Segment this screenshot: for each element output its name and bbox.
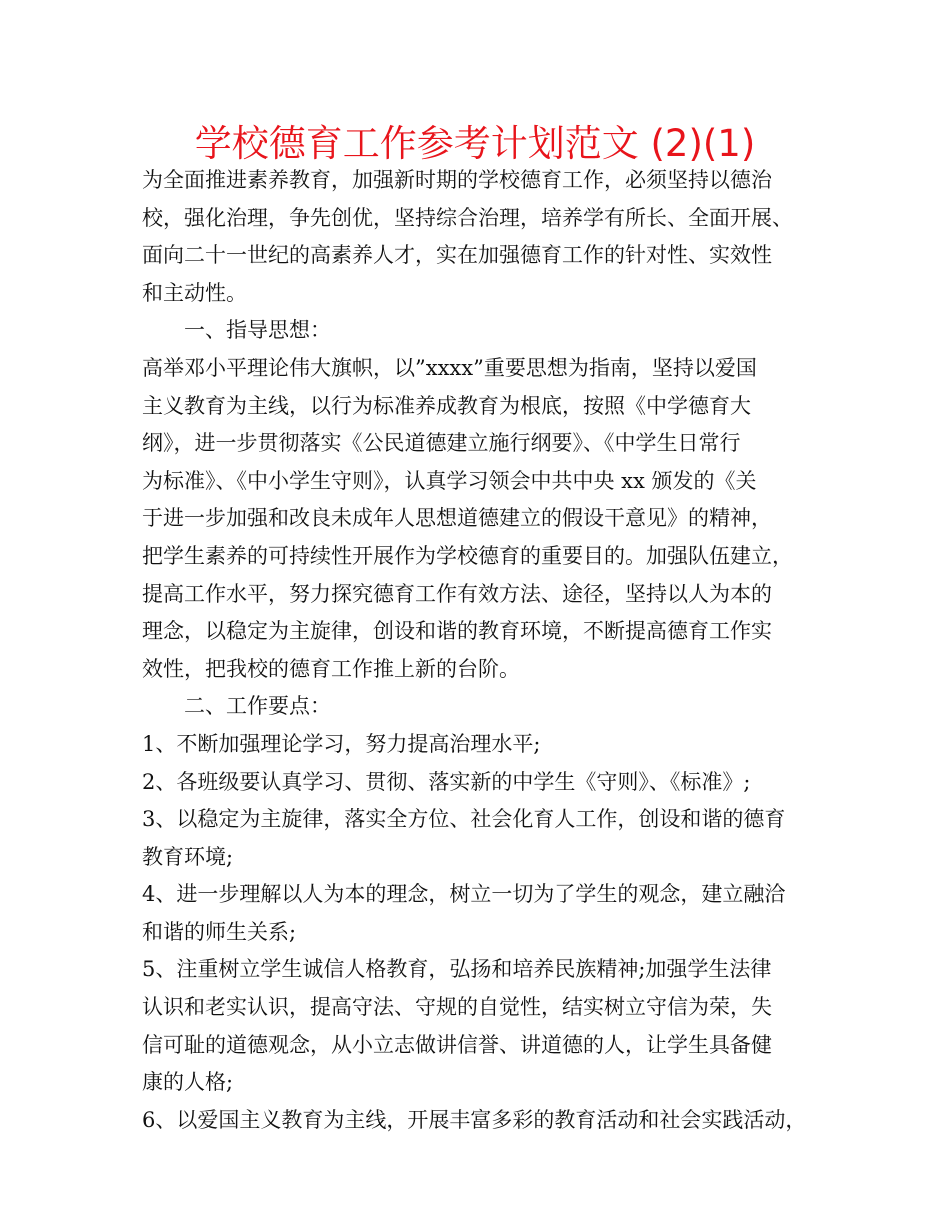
document-title: 学校德育工作参考计划范文 (2)(1) (194, 122, 756, 165)
list-item-line: 2、各班级要认真学习、贯彻、落实新的中学生《守则》、《标准》; (142, 769, 751, 794)
list-item-line: 3、以稳定为主旋律，落实全方位、社会化育人工作，创设和谐的德育 (142, 807, 786, 832)
paragraph-line: 把学生素养的可持续性开展作为学校德育的重要目的。加强队伍建立， (142, 543, 793, 568)
list-item-line: 康的人格; (142, 1070, 234, 1095)
section-heading: 二、工作要点： (184, 694, 331, 719)
paragraph-line: 理念，以稳定为主旋律，创设和谐的教育环境，不断提高德育工作实 (142, 619, 772, 644)
paragraph-line: 高举邓小平理论伟大旗帜，以”xxxx”重要思想为指南，坚持以爱国 (142, 355, 757, 380)
paragraph-line: 提高工作水平，努力探究德育工作有效方法、途径，坚持以人为本的 (142, 581, 772, 606)
paragraph-line: 纲》，进一步贯彻落实《公民道德建立施行纲要》、《中学生日常行 (142, 431, 741, 456)
list-item-line: 教育环境; (142, 844, 234, 869)
paragraph-line: 面向二十一世纪的高素养人才，实在加强德育工作的针对性、实效性 (142, 243, 772, 268)
list-item-line: 5、注重树立学生诚信人格教育，弘扬和培养民族精神;加强学生法律 (142, 957, 772, 982)
document-body (142, 162, 832, 1139)
paragraph-line: 为全面推进素养教育，加强新时期的学校德育工作，必须坚持以德治 (142, 168, 772, 192)
list-item-line: 6、以爱国主义教育为主线，开展丰富多彩的教育活动和社会实践活动， (142, 1107, 807, 1132)
paragraph-line: 校，强化治理，争先创优，坚持综合治理，培养学有所长、全面开展、 (142, 205, 793, 230)
paragraph-line: 主义教育为主线，以行为标准养成教育为根底，按照《中学德育大 (142, 393, 751, 418)
paragraph-line: 于进一步加强和改良未成年人思想道德建立的假设干意见》的精神， (142, 506, 772, 531)
list-item-line: 和谐的师生关系; (142, 919, 297, 944)
list-item-line: 信可耻的道德观念，从小立志做讲信誉、讲道德的人，让学生具备健 (142, 1032, 772, 1057)
list-item-line: 4、进一步理解以人为本的理念，树立一切为了学生的观念，建立融洽 (142, 882, 786, 907)
paragraph-line: 效性，把我校的德育工作推上新的台阶。 (142, 656, 520, 681)
list-item-line: 认识和老实认识，提高守法、守规的自觉性，结实树立守信为荣，失 (142, 995, 772, 1020)
paragraph-line: 为标准》、《中小学生守则》，认真学习领会中共中央 xx 颁发的《关 (142, 468, 757, 493)
list-item-line: 1、不断加强理论学习，努力提高治理水平; (142, 731, 541, 756)
paragraph-line: 和主动性。 (142, 280, 247, 305)
section-heading: 一、指导思想： (184, 318, 331, 343)
